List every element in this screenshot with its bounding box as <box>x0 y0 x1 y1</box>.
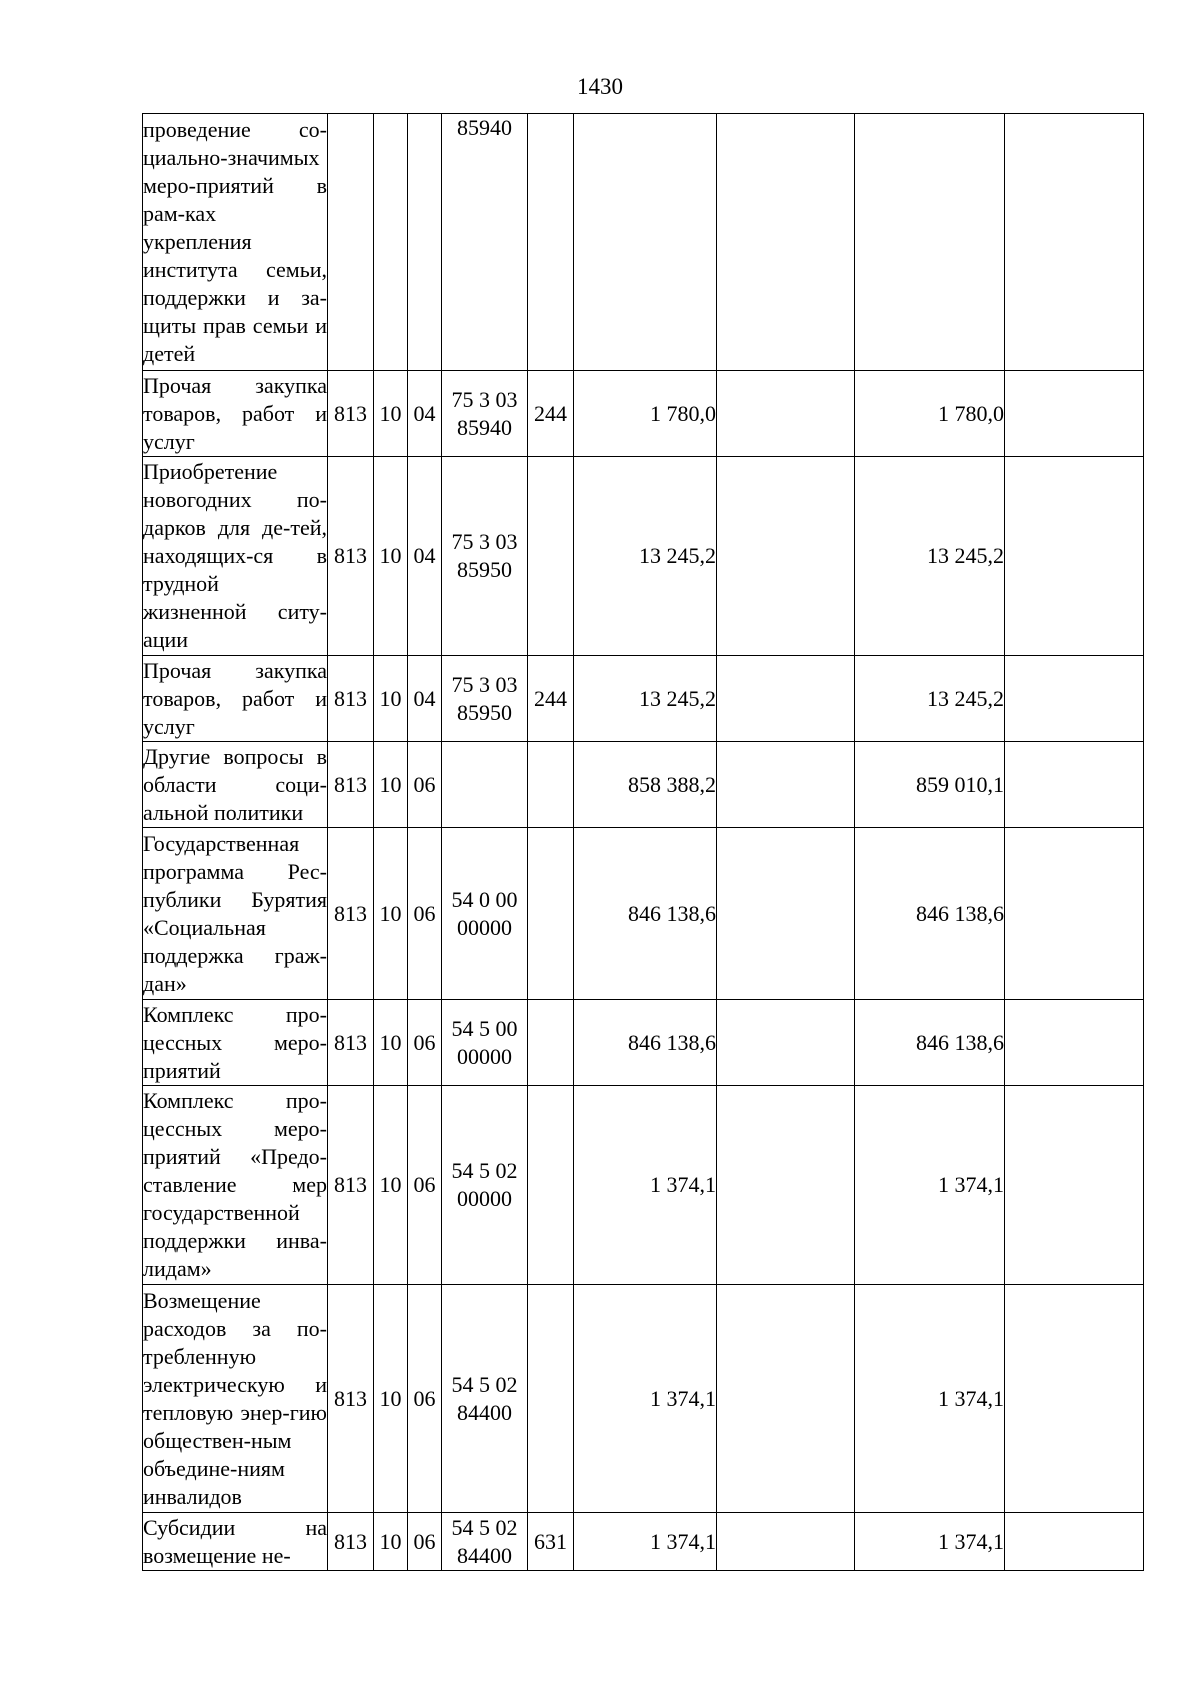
sum-year-4 <box>1005 1285 1144 1513</box>
sum-year-4 <box>1005 1000 1144 1086</box>
subsection-code: 04 <box>408 656 442 742</box>
row-name: проведение со-циально-значимых меро-приятий в рам-ках укрепления института семьи, поддержки и за-щиты прав семьи и детей <box>143 114 328 371</box>
target-article-code-line-1: 54 5 00 <box>451 1015 518 1041</box>
subsection-code: 06 <box>408 742 442 828</box>
sum-year-4 <box>1005 114 1144 371</box>
target-article-code-line-2: 00000 <box>457 914 512 940</box>
row-name: Другие вопросы в области соци-альной политики <box>143 742 328 828</box>
sum-year-3 <box>855 114 1005 371</box>
table-row <box>143 371 1144 457</box>
sum-year-3: 13 245,2 <box>855 457 1005 656</box>
sum-year-4 <box>1005 828 1144 1000</box>
section-code: 10 <box>374 828 408 1000</box>
sum-year-3: 846 138,6 <box>855 828 1005 1000</box>
target-article-code <box>442 114 528 371</box>
target-article-code-line-1: 54 5 02 <box>451 1158 518 1183</box>
sum-year-3: 1 374,1 <box>855 1513 1005 1571</box>
sum-year-3: 13 245,2 <box>855 656 1005 742</box>
table-row <box>143 1000 1144 1086</box>
row-name: Прочая закупка товаров, работ и услуг <box>143 371 328 457</box>
target-article-code-line-2: 00000 <box>457 1043 512 1069</box>
sum-year-1: 1 780,0 <box>574 371 717 457</box>
section-code: 10 <box>374 457 408 656</box>
target-article-code-line-2: 85940 <box>457 414 512 440</box>
subsection-code: 04 <box>408 457 442 656</box>
target-article-code <box>442 371 528 457</box>
subsection-code: 04 <box>408 371 442 457</box>
sum-year-1: 846 138,6 <box>574 828 717 1000</box>
section-code: 10 <box>374 371 408 457</box>
subsection-code: 06 <box>408 828 442 1000</box>
ministry-code: 813 <box>328 1086 374 1285</box>
sum-year-2 <box>717 1000 855 1086</box>
subsection-code: 06 <box>408 1000 442 1086</box>
target-article-code-line-1: 54 5 02 <box>451 1514 518 1540</box>
sum-year-2 <box>717 457 855 656</box>
table-row <box>143 828 1144 1000</box>
sum-year-4 <box>1005 656 1144 742</box>
table-row <box>143 656 1144 742</box>
target-article-code-line-2: 85950 <box>457 557 512 582</box>
sum-year-1: 846 138,6 <box>574 1000 717 1086</box>
table-row <box>143 1513 1144 1571</box>
ministry-code: 813 <box>328 656 374 742</box>
target-article-code-line-2: 84400 <box>457 1542 512 1568</box>
target-article-code-line-1: 85940 <box>457 115 512 140</box>
sum-year-3: 1 780,0 <box>855 371 1005 457</box>
ministry-code: 813 <box>328 371 374 457</box>
budget-table-body <box>143 114 1144 1571</box>
subsection-code: 06 <box>408 1285 442 1513</box>
expense-type-code <box>528 1000 574 1086</box>
target-article-code <box>442 1285 528 1513</box>
sum-year-4 <box>1005 457 1144 656</box>
target-article-code-line-1: 75 3 03 <box>451 671 518 697</box>
sum-year-2 <box>717 114 855 371</box>
subsection-code <box>408 114 442 371</box>
section-code: 10 <box>374 1086 408 1285</box>
target-article-code <box>442 1000 528 1086</box>
target-article-code <box>442 742 528 828</box>
sum-year-3: 1 374,1 <box>855 1285 1005 1513</box>
sum-year-1: 1 374,1 <box>574 1513 717 1571</box>
section-code: 10 <box>374 1000 408 1086</box>
target-article-code <box>442 1513 528 1571</box>
page-number: 1430 <box>577 74 623 99</box>
target-article-code-line-1: 75 3 03 <box>451 386 518 412</box>
expense-type-code <box>528 1285 574 1513</box>
table-row <box>143 742 1144 828</box>
expense-type-code: 244 <box>528 371 574 457</box>
sum-year-4 <box>1005 1086 1144 1285</box>
expense-type-code <box>528 457 574 656</box>
expense-type-code <box>528 828 574 1000</box>
row-name: Комплекс про-цессных меро-приятий «Предо-ставление мер государственной поддержки инва-лидам» <box>143 1086 328 1285</box>
target-article-code <box>442 656 528 742</box>
row-name: Комплекс про-цессных меро-приятий <box>143 1000 328 1086</box>
sum-year-3: 1 374,1 <box>855 1086 1005 1285</box>
section-code: 10 <box>374 742 408 828</box>
ministry-code: 813 <box>328 742 374 828</box>
row-name: Приобретение новогодних по-дарков для де-тей, находящих-ся в трудной жизненной ситу-ации <box>143 457 328 656</box>
target-article-code-line-2: 84400 <box>457 1399 512 1425</box>
budget-table <box>142 113 1144 1571</box>
ministry-code <box>328 114 374 371</box>
sum-year-1: 13 245,2 <box>574 656 717 742</box>
subsection-code: 06 <box>408 1513 442 1571</box>
sum-year-2 <box>717 1086 855 1285</box>
sum-year-2 <box>717 371 855 457</box>
expense-type-code <box>528 1086 574 1285</box>
sum-year-2 <box>717 742 855 828</box>
section-code <box>374 114 408 371</box>
ministry-code: 813 <box>328 457 374 656</box>
table-row <box>143 114 1144 371</box>
target-article-code <box>442 457 528 656</box>
sum-year-3: 859 010,1 <box>855 742 1005 828</box>
section-code: 10 <box>374 656 408 742</box>
sum-year-2 <box>717 656 855 742</box>
row-name: Прочая закупка товаров, работ и услуг <box>143 656 328 742</box>
subsection-code: 06 <box>408 1086 442 1285</box>
target-article-code-line-1: 54 0 00 <box>451 886 518 912</box>
target-article-code-line-2: 85950 <box>457 699 512 725</box>
expense-type-code <box>528 114 574 371</box>
table-row <box>143 1285 1144 1513</box>
sum-year-1: 13 245,2 <box>574 457 717 656</box>
target-article-code-line-1: 54 5 02 <box>451 1371 518 1397</box>
sum-year-3: 846 138,6 <box>855 1000 1005 1086</box>
row-name: Возмещение расходов за по-требленную электрическую и тепловую энер-гию обществен-ным объедине-ниям инвалидов <box>143 1285 328 1513</box>
target-article-code <box>442 1086 528 1285</box>
sum-year-4 <box>1005 371 1144 457</box>
sum-year-1: 1 374,1 <box>574 1285 717 1513</box>
target-article-code-line-1: 75 3 03 <box>451 529 518 554</box>
sum-year-2 <box>717 1513 855 1571</box>
row-name: Государственная программа Рес-публики Бурятия «Социальная поддержка граж-дан» <box>143 828 328 1000</box>
section-code: 10 <box>374 1513 408 1571</box>
ministry-code: 813 <box>328 1000 374 1086</box>
sum-year-1 <box>574 114 717 371</box>
target-article-code-line-2: 00000 <box>457 1186 512 1211</box>
expense-type-code: 631 <box>528 1513 574 1571</box>
expense-type-code: 244 <box>528 656 574 742</box>
sum-year-2 <box>717 828 855 1000</box>
section-code: 10 <box>374 1285 408 1513</box>
sum-year-4 <box>1005 742 1144 828</box>
sum-year-1: 1 374,1 <box>574 1086 717 1285</box>
sum-year-1: 858 388,2 <box>574 742 717 828</box>
ministry-code: 813 <box>328 1513 374 1571</box>
sum-year-2 <box>717 1285 855 1513</box>
target-article-code <box>442 828 528 1000</box>
sum-year-4 <box>1005 1513 1144 1571</box>
ministry-code: 813 <box>328 828 374 1000</box>
row-name: Субсидии на возмещение не- <box>143 1513 328 1571</box>
ministry-code: 813 <box>328 1285 374 1513</box>
expense-type-code <box>528 742 574 828</box>
table-row <box>143 457 1144 656</box>
table-row <box>143 1086 1144 1285</box>
